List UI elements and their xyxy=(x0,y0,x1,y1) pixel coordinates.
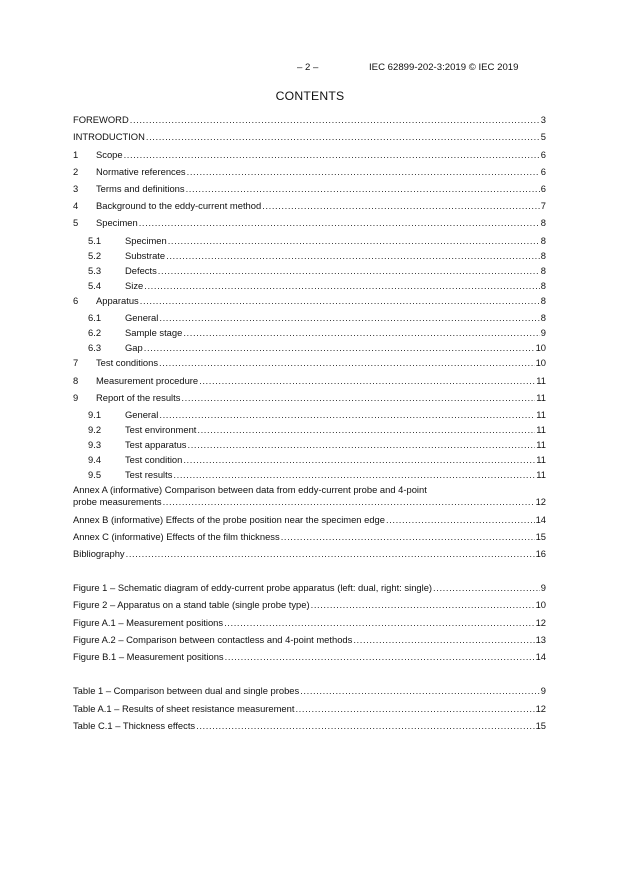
toc-entry-page: 11 xyxy=(536,439,546,450)
toc-entry[interactable] xyxy=(73,130,546,144)
toc-entry-page: 3 xyxy=(540,114,546,125)
leader-dots xyxy=(163,495,535,509)
leader-dots xyxy=(187,165,540,179)
toc-entry[interactable] xyxy=(73,633,546,647)
toc-entry[interactable] xyxy=(73,581,546,595)
toc-entry-number: 9.1 xyxy=(88,409,102,420)
toc-entry[interactable] xyxy=(73,468,546,482)
toc-entry-page: 7 xyxy=(540,200,546,211)
toc-entry-page: 10 xyxy=(535,599,546,610)
leader-dots xyxy=(166,249,540,263)
leader-dots xyxy=(159,356,535,370)
toc-entry[interactable] xyxy=(73,423,546,437)
toc-entry-number: 5.1 xyxy=(88,235,102,246)
toc-entry-page: 11 xyxy=(536,409,546,420)
leader-dots xyxy=(181,391,535,405)
toc-entry-page: 12 xyxy=(535,617,546,628)
toc-entry[interactable] xyxy=(73,113,546,127)
toc-entry-page: 11 xyxy=(536,375,546,386)
toc-entry[interactable] xyxy=(73,326,546,340)
toc-entry-page: 16 xyxy=(535,548,546,559)
toc-entry[interactable] xyxy=(73,264,546,278)
toc-entry-page: 8 xyxy=(540,217,546,228)
toc-entry-label: General xyxy=(125,409,159,420)
toc-entry-page: 8 xyxy=(540,265,546,276)
toc-entry[interactable] xyxy=(73,684,546,698)
leader-dots xyxy=(168,234,540,248)
leader-dots xyxy=(386,513,535,527)
toc-entry[interactable] xyxy=(73,719,546,733)
toc-entry-number: 9.5 xyxy=(88,469,102,480)
toc-entry-label: Scope xyxy=(96,149,123,160)
toc-entry-label: Test apparatus xyxy=(125,439,187,450)
toc-entry[interactable] xyxy=(73,341,546,355)
toc-entry-label: Annex B (informative) Effects of the probe position near the specimen edge xyxy=(73,514,385,525)
leader-dots xyxy=(130,113,540,127)
leader-dots xyxy=(300,684,540,698)
toc-entry-label: Defects xyxy=(125,265,157,276)
toc-entry-label: Terms and definitions xyxy=(96,183,185,194)
toc-entry[interactable] xyxy=(73,438,546,452)
toc-entry-page: 11 xyxy=(536,454,546,465)
page-number: – 2 – xyxy=(297,62,319,73)
toc-entry-number: 6.2 xyxy=(88,327,102,338)
leader-dots xyxy=(144,279,540,293)
toc-entry-page: 6 xyxy=(540,183,546,194)
toc-entry-number: 5.3 xyxy=(88,265,102,276)
toc-entry-label: probe measurements xyxy=(73,496,162,507)
toc-entry-number: 9.3 xyxy=(88,439,102,450)
toc-entry[interactable] xyxy=(73,616,546,630)
toc-entry-page: 10 xyxy=(535,342,546,353)
toc-entry-page: 14 xyxy=(535,651,546,662)
toc-entry-page: 8 xyxy=(540,280,546,291)
leader-dots xyxy=(196,719,534,733)
toc-entry-label: Table C.1 – Thickness effects xyxy=(73,720,196,731)
toc-entry[interactable] xyxy=(73,702,546,716)
toc-entry-page: 9 xyxy=(540,685,546,696)
toc-entry-page: 6 xyxy=(540,166,546,177)
toc-entry-label: Normative references xyxy=(96,166,186,177)
leader-dots xyxy=(186,182,540,196)
toc-entry-page: 8 xyxy=(540,235,546,246)
toc-entry-label: Test condition xyxy=(125,454,183,465)
leader-dots xyxy=(140,294,540,308)
toc-entry-label: Figure 1 – Schematic diagram of eddy-current probe apparatus (left: dual, right: single) xyxy=(73,582,433,593)
leader-dots xyxy=(197,423,535,437)
toc-entry-page: 15 xyxy=(535,531,546,542)
toc-entry-number: 5.4 xyxy=(88,280,102,291)
toc-entry-label: Size xyxy=(125,280,144,291)
toc-entry-number: 2 xyxy=(73,166,79,177)
toc-entry[interactable] xyxy=(73,148,546,162)
toc-entry-label: Test conditions xyxy=(96,357,159,368)
leader-dots xyxy=(281,530,535,544)
toc-entry-page: 12 xyxy=(535,496,546,507)
standard-reference: IEC 62899-202-3:2019 © IEC 2019 xyxy=(369,62,519,73)
toc-entry-number: 4 xyxy=(73,200,79,211)
toc-entry[interactable] xyxy=(73,547,546,561)
toc-entry-label: Specimen xyxy=(125,235,167,246)
leader-dots xyxy=(173,468,535,482)
toc-entry-label: Sample stage xyxy=(125,327,183,338)
toc-entry[interactable] xyxy=(73,408,546,422)
toc-entry-page: 9 xyxy=(540,327,546,338)
toc-entry-page: 5 xyxy=(540,131,546,142)
toc-entry-page: 12 xyxy=(535,703,546,714)
toc-entry[interactable] xyxy=(73,249,546,263)
toc-entry-label: Table A.1 – Results of sheet resistance measurement xyxy=(73,703,295,714)
leader-dots xyxy=(199,374,535,388)
toc-entry[interactable] xyxy=(73,279,546,293)
toc-entry-page: 11 xyxy=(536,424,546,435)
toc-entry[interactable] xyxy=(73,234,546,248)
toc-entry[interactable] xyxy=(73,453,546,467)
toc-entry[interactable] xyxy=(73,495,546,509)
toc-entry-page: 14 xyxy=(535,514,546,525)
toc-entry[interactable] xyxy=(73,165,546,179)
leader-dots xyxy=(139,216,540,230)
toc-entry-page: 15 xyxy=(535,720,546,731)
toc-entry-number: 8 xyxy=(73,375,79,386)
leader-dots xyxy=(159,311,539,325)
leader-dots xyxy=(146,130,540,144)
toc-entry-page: 8 xyxy=(540,295,546,306)
toc-entry-number: 3 xyxy=(73,183,79,194)
toc-entry[interactable] xyxy=(73,650,546,664)
toc-entry-number: 6.1 xyxy=(88,312,102,323)
toc-entry-label: Background to the eddy-current method xyxy=(96,200,262,211)
toc-entry-page: 9 xyxy=(540,582,546,593)
toc-entry-annex-a-line1[interactable]: Annex A (informative) Comparison between data from eddy-current probe and 4-point xyxy=(73,484,427,495)
leader-dots xyxy=(311,598,535,612)
toc-entry-number: 1 xyxy=(73,149,79,160)
toc-entry-number: 6.3 xyxy=(88,342,102,353)
toc-entry[interactable] xyxy=(73,311,546,325)
toc-entry-label: FOREWORD xyxy=(73,114,129,125)
toc-entry-number: 6 xyxy=(73,295,79,306)
toc-entry-label: Apparatus xyxy=(96,295,139,306)
toc-entry[interactable] xyxy=(73,294,546,308)
toc-entry-label: Figure B.1 – Measurement positions xyxy=(73,651,224,662)
leader-dots xyxy=(433,581,540,595)
toc-entry-label: General xyxy=(125,312,159,323)
toc-entry-number: 5 xyxy=(73,217,79,228)
leader-dots xyxy=(224,616,534,630)
leader-dots xyxy=(183,453,535,467)
leader-dots xyxy=(353,633,534,647)
contents-title: CONTENTS xyxy=(275,89,345,103)
leader-dots xyxy=(183,326,539,340)
toc-entry[interactable] xyxy=(73,598,546,612)
toc-entry-label: Annex C (informative) Effects of the film thickness xyxy=(73,531,280,542)
toc-entry-page: 11 xyxy=(536,392,546,403)
toc-entry-label: Figure 2 – Apparatus on a stand table (single probe type) xyxy=(73,599,310,610)
leader-dots xyxy=(159,408,535,422)
leader-dots xyxy=(262,199,540,213)
toc-entry-label: Substrate xyxy=(125,250,166,261)
toc-entry[interactable] xyxy=(73,356,546,370)
toc-entry[interactable] xyxy=(73,530,546,544)
toc-entry-label: Figure A.2 – Comparison between contactless and 4-point methods xyxy=(73,634,353,645)
toc-entry-label: Table 1 – Comparison between dual and single probes xyxy=(73,685,300,696)
toc-entry-number: 7 xyxy=(73,357,79,368)
toc-entry[interactable] xyxy=(73,182,546,196)
leader-dots xyxy=(158,264,540,278)
toc-entry-label: Bibliography xyxy=(73,548,125,559)
toc-entry-label: Report of the results xyxy=(96,392,181,403)
toc-entry[interactable] xyxy=(73,391,546,405)
toc-entry-label: Specimen xyxy=(96,217,138,228)
toc-entry-page: 13 xyxy=(535,634,546,645)
toc-entry-page: 10 xyxy=(535,357,546,368)
toc-entry-label: Measurement procedure xyxy=(96,375,199,386)
toc-entry-number: 9.2 xyxy=(88,424,102,435)
toc-entry-label: Test environment xyxy=(125,424,197,435)
toc-entry[interactable] xyxy=(73,374,546,388)
toc-entry[interactable] xyxy=(73,513,546,527)
toc-entry-page: 8 xyxy=(540,312,546,323)
leader-dots xyxy=(295,702,534,716)
toc-entry-page: 8 xyxy=(540,250,546,261)
toc-entry-number: 5.2 xyxy=(88,250,102,261)
leader-dots xyxy=(126,547,535,561)
leader-dots xyxy=(144,341,535,355)
leader-dots xyxy=(225,650,535,664)
toc-entry[interactable] xyxy=(73,216,546,230)
toc-entry-number: 9.4 xyxy=(88,454,102,465)
toc-entry-label: INTRODUCTION xyxy=(73,131,145,142)
toc-entry-page: 11 xyxy=(536,469,546,480)
toc-entry-number: 9 xyxy=(73,392,79,403)
toc-entry-page: 6 xyxy=(540,149,546,160)
leader-dots xyxy=(124,148,540,162)
toc-entry-label: Gap xyxy=(125,342,143,353)
leader-dots xyxy=(188,438,536,452)
toc-entry-label: Figure A.1 – Measurement positions xyxy=(73,617,224,628)
toc-entry[interactable] xyxy=(73,199,546,213)
toc-entry-label: Test results xyxy=(125,469,173,480)
